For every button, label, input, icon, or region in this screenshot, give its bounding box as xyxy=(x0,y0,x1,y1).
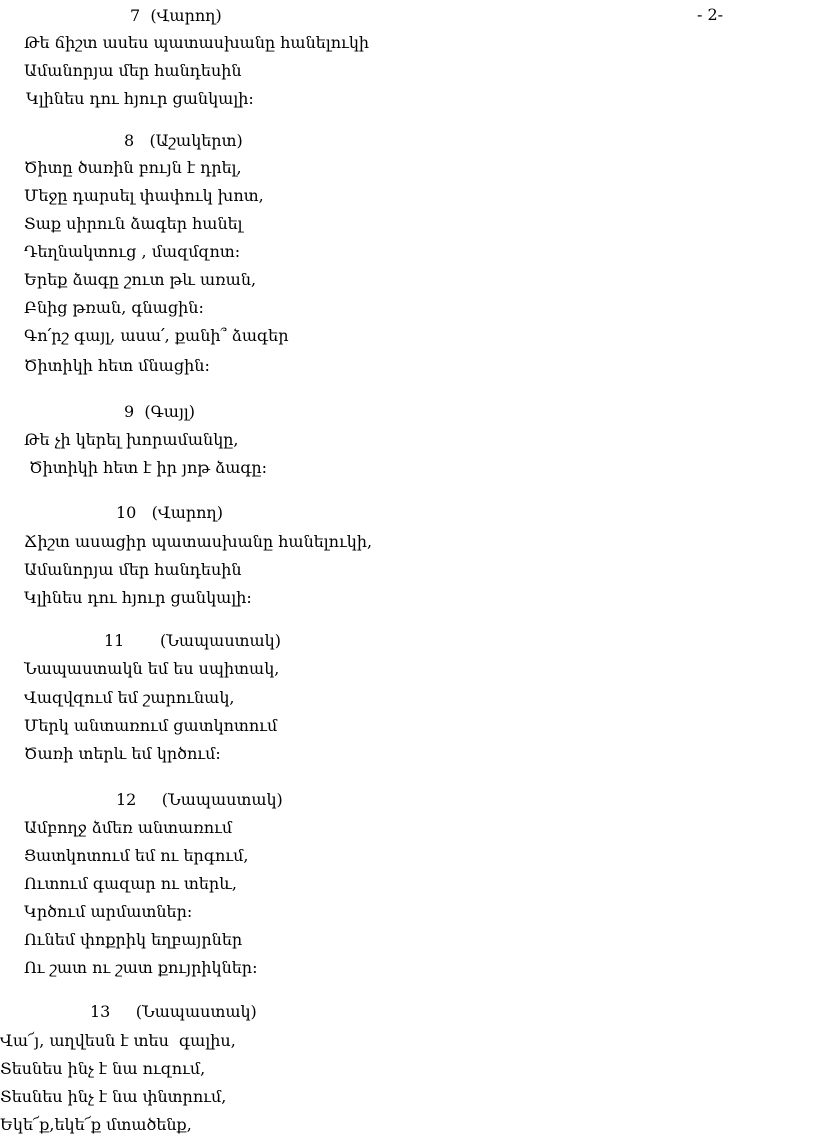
poem-line: Կրծում արմատներ: xyxy=(24,902,193,921)
poem-line: Թե չի կերել խորամանկը, xyxy=(24,430,239,449)
poem-line: Կլինես դու հյուր ցանկալի: xyxy=(24,588,252,607)
poem-line: Տեսնես ինչ է նա փնտրում, xyxy=(0,1087,227,1106)
poem-line: Մեջը դարսել փափուկ խոտ, xyxy=(24,186,264,205)
section-heading: 9 (Գայլ) xyxy=(124,402,196,421)
section-heading: 12 (Նապաստակ) xyxy=(116,790,283,809)
poem-line: Նապաստակն եմ ես սպիտակ, xyxy=(24,659,280,678)
poem-line: Կլինես դու հյուր ցանկալի: xyxy=(26,89,254,108)
poem-line: Եկե՜ք,եկե՜ք մտածենք, xyxy=(0,1115,192,1134)
poem-line: Բնից թռան, գնացին: xyxy=(24,298,204,317)
section-heading: 8 (Աշակերտ) xyxy=(124,131,243,150)
section-heading: 10 (Վարող) xyxy=(116,503,223,522)
poem-line: Տեսնես ինչ է նա ուզում, xyxy=(0,1059,206,1078)
poem-line: Ծիտիկի հետ է իր յոթ ձագը: xyxy=(24,458,268,477)
poem-line: Մերկ անտառում ցատկոտում xyxy=(24,716,278,735)
poem-line: Թե ճիշտ ասես պատասխանը հանելուկի xyxy=(24,33,370,52)
poem-line: Ճիշտ ասացիր պատասխանը հանելուկի, xyxy=(24,532,373,551)
poem-line: Ծառի տերև եմ կրծում: xyxy=(24,744,221,763)
page-number: - 2- xyxy=(697,5,724,24)
poem-line: Ամբողջ ձմեռ անտառում xyxy=(24,818,233,837)
poem-line: Տաք սիրուն ձագեր հանել xyxy=(24,214,243,233)
poem-line: Վազվզում եմ շարունակ, xyxy=(24,688,235,707)
poem-line: Ու շատ ու շատ քույրիկներ: xyxy=(24,958,258,977)
poem-line: Վա՜յ, աղվեսն է տես գալիս, xyxy=(0,1031,236,1050)
poem-line: Երեք ձագը շուտ թև առան, xyxy=(24,270,257,289)
section-heading: 11 (Նապաստակ) xyxy=(104,631,281,650)
poem-line: Ծիտը ծառին բույն է դրել, xyxy=(24,158,242,177)
poem-line: Ունեմ փոքրիկ եղբայրներ xyxy=(24,930,243,949)
section-heading: 7 (Վարող) xyxy=(130,6,222,25)
poem-line: Դեղնակտուց , մազմզոտ: xyxy=(24,242,241,261)
poem-line: Ցատկոտում եմ ու երգում, xyxy=(24,846,249,865)
poem-line: Ամանորյա մեր հանդեսին xyxy=(24,61,242,80)
poem-line: Ծիտիկի հետ մնացին: xyxy=(24,356,210,375)
poem-line: Գո՛րշ գայլ, ասա՛, քանի՞ ձագեր xyxy=(24,326,289,345)
section-heading: 13 (Նապաստակ) xyxy=(90,1002,257,1021)
poem-line: Ամանորյա մեր հանդեսին xyxy=(24,560,242,579)
poem-line: Ուտում գազար ու տերև, xyxy=(24,874,237,893)
